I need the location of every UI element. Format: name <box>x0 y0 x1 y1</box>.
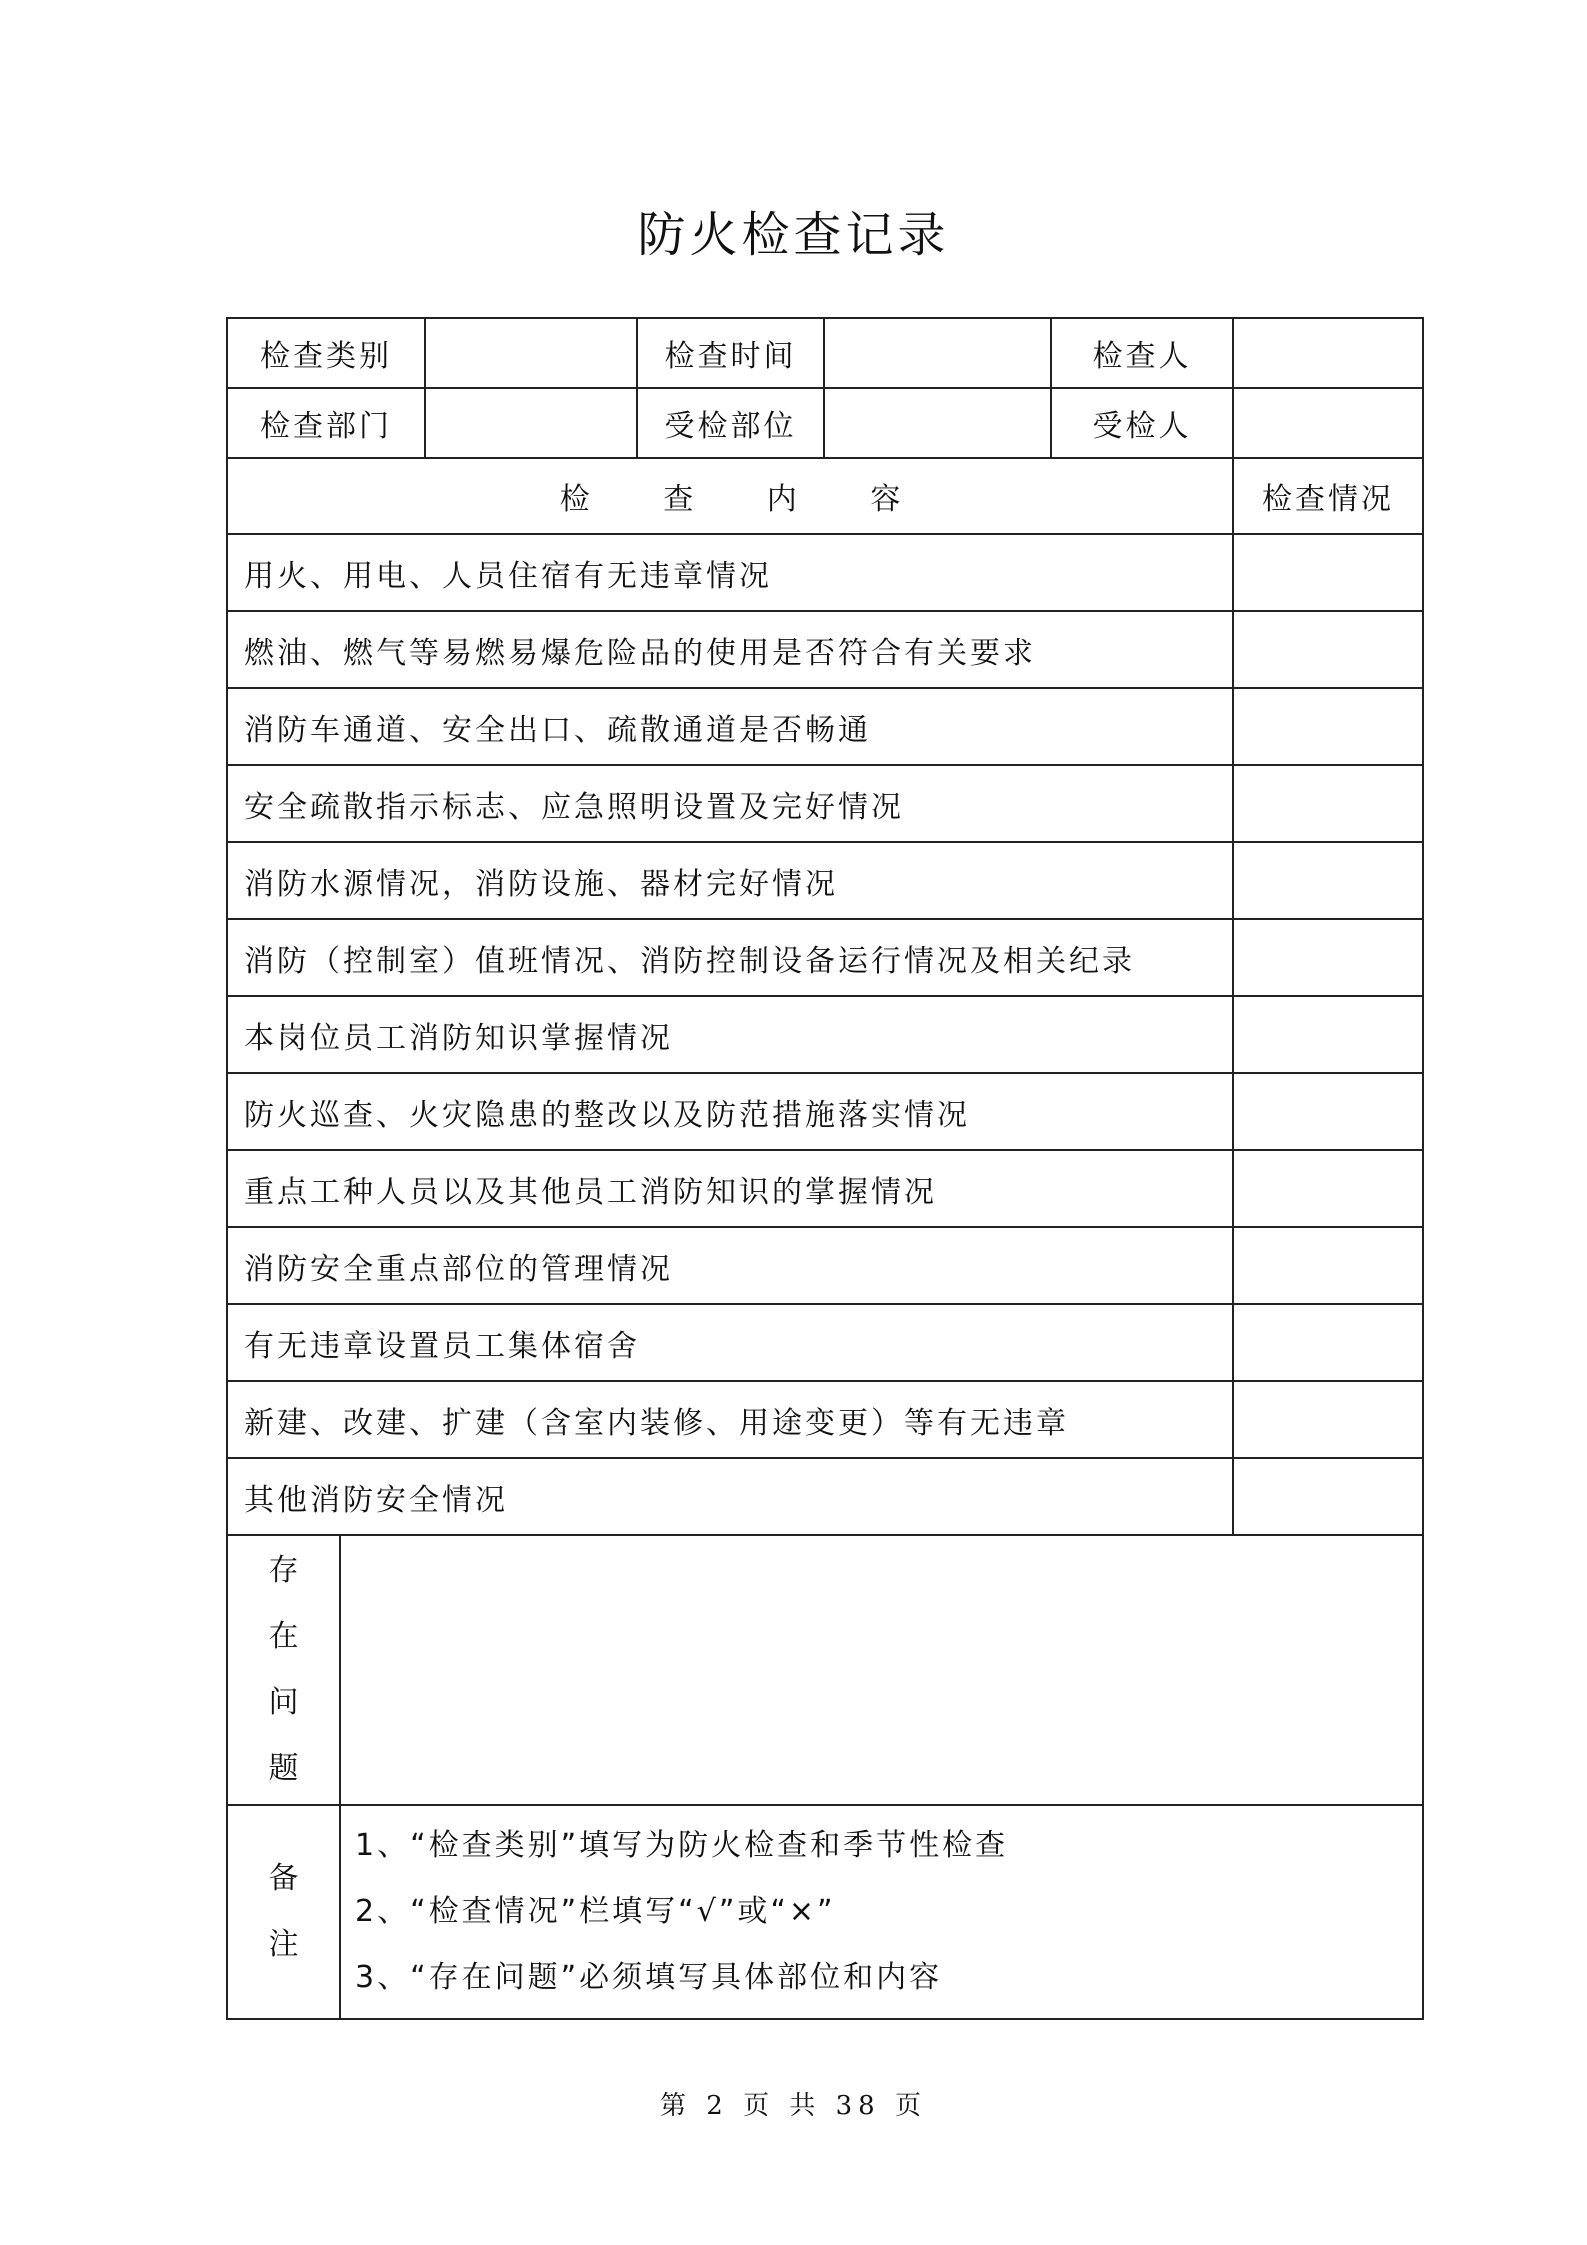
problems-label <box>227 1535 340 1805</box>
label-inspection-department: 检查部门 <box>227 388 425 458</box>
check-item: 重点工种人员以及其他员工消防知识的掌握情况 <box>227 1150 1233 1227</box>
check-item: 消防安全重点部位的管理情况 <box>227 1227 1233 1304</box>
check-item: 燃油、燃气等易燃易爆危险品的使用是否符合有关要求 <box>227 611 1233 688</box>
check-status-cell[interactable] <box>1233 842 1423 919</box>
column-header-content <box>227 458 1233 534</box>
check-status-cell[interactable] <box>1233 996 1423 1073</box>
check-status-cell[interactable] <box>1233 534 1423 611</box>
check-status-cell[interactable] <box>1233 1073 1423 1150</box>
field-inspection-time[interactable] <box>824 318 1051 388</box>
check-status-cell[interactable] <box>1233 1458 1423 1535</box>
check-status-cell[interactable] <box>1233 611 1423 688</box>
check-item: 用火、用电、人员住宿有无违章情况 <box>227 534 1233 611</box>
content-header-char: 内 <box>766 482 797 517</box>
field-inspection-department[interactable] <box>425 388 637 458</box>
field-inspection-type[interactable] <box>425 318 637 388</box>
content-header-char: 容 <box>870 482 901 517</box>
remarks-content <box>340 1805 1423 2019</box>
content-header-char: 查 <box>663 482 694 517</box>
problems-label-char: 存 <box>268 1553 299 1588</box>
page-title: 防火检查记录 <box>637 207 950 263</box>
remarks-label <box>227 1805 340 2019</box>
check-item: 安全疏散指示标志、应急照明设置及完好情况 <box>227 765 1233 842</box>
label-inspection-time: 检查时间 <box>637 318 824 388</box>
label-inspected-person: 受检人 <box>1051 388 1233 458</box>
label-inspector: 检查人 <box>1051 318 1233 388</box>
field-inspected-location[interactable] <box>824 388 1051 458</box>
remark-line: 2、“检查情况”栏填写“√”或“×” <box>355 1894 836 1929</box>
remarks-label-char: 注 <box>268 1927 299 1962</box>
check-item: 其他消防安全情况 <box>227 1458 1233 1535</box>
label-inspected-location: 受检部位 <box>637 388 824 458</box>
problems-label-char: 题 <box>268 1751 299 1786</box>
check-item: 消防（控制室）值班情况、消防控制设备运行情况及相关纪录 <box>227 919 1233 996</box>
check-item: 消防车通道、安全出口、疏散通道是否畅通 <box>227 688 1233 765</box>
label-inspection-type: 检查类别 <box>227 318 425 388</box>
remarks-label-char: 备 <box>268 1861 299 1896</box>
page-footer: 第 2 页 共 38 页 <box>660 2091 927 2121</box>
field-inspected-person[interactable] <box>1233 388 1423 458</box>
check-item: 有无违章设置员工集体宿舍 <box>227 1304 1233 1381</box>
column-header-status: 检查情况 <box>1233 458 1423 534</box>
problems-label-char: 在 <box>268 1619 299 1654</box>
inspection-form-table <box>226 317 1424 2020</box>
problems-field[interactable] <box>340 1535 1423 1805</box>
field-inspector[interactable] <box>1233 318 1423 388</box>
check-item: 本岗位员工消防知识掌握情况 <box>227 996 1233 1073</box>
content-header-char: 检 <box>559 482 590 517</box>
check-status-cell[interactable] <box>1233 1227 1423 1304</box>
check-status-cell[interactable] <box>1233 1150 1423 1227</box>
check-status-cell[interactable] <box>1233 1381 1423 1458</box>
check-item: 新建、改建、扩建（含室内装修、用途变更）等有无违章 <box>227 1381 1233 1458</box>
check-item: 消防水源情况，消防设施、器材完好情况 <box>227 842 1233 919</box>
check-status-cell[interactable] <box>1233 688 1423 765</box>
check-status-cell[interactable] <box>1233 765 1423 842</box>
remark-line: 1、“检查类别”填写为防火检查和季节性检查 <box>355 1828 1009 1863</box>
problems-label-char: 问 <box>268 1685 299 1720</box>
check-item: 防火巡查、火灾隐患的整改以及防范措施落实情况 <box>227 1073 1233 1150</box>
check-status-cell[interactable] <box>1233 919 1423 996</box>
check-status-cell[interactable] <box>1233 1304 1423 1381</box>
remark-line: 3、“存在问题”必须填写具体部位和内容 <box>355 1960 943 1995</box>
